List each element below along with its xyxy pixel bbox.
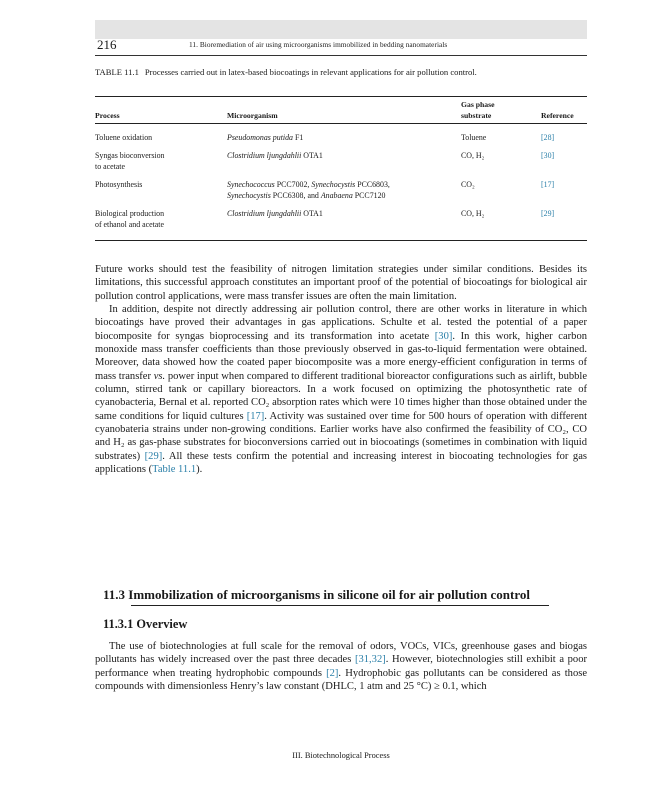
running-title: 11. Bioremediation of air using microorganisms immobilized in bedding nanomaterials: [189, 40, 448, 49]
table-row: [95, 132, 587, 150]
organism-strain: PCC6308, and: [270, 191, 321, 200]
running-head: [95, 35, 587, 56]
page: [95, 0, 587, 800]
citation-link[interactable]: [17]: [246, 410, 265, 422]
table-label: TABLE 11.1: [95, 67, 139, 77]
table-header-row: [95, 97, 587, 124]
text-run: In addition, despite not directly addressing air pollution control, there are other works in literature in which biocoatings have proved their advantages in gas applications. Schulte et al. tested the potential of a paper biocomposite for syngas bioprocessing and its transformation into acetate: [95, 304, 587, 342]
organism-italic: Clostridium ljungdahlii: [227, 209, 302, 218]
cell-reference-link[interactable]: [17]: [541, 180, 555, 189]
organism-strain: PCC6803,: [355, 180, 390, 189]
text-run: . All these tests confirm the potential and increasing interest in biocoating technologies for gas applications (: [95, 450, 587, 476]
col-header-gas-phase: Gas phase: [461, 100, 495, 109]
organism-line: [227, 179, 390, 190]
text-run: . Activity was sustained over time for 500 hours of operation with different cyanobateria strains under non-growing conditions. Earlier works have also confirmed the feasibility of CO₂, CO and H₂ as gas-phase substrates for bioconversions carried out in biocoatings (sometimes in combination with liquid substrates): [95, 410, 588, 462]
subsection-heading: 11.3.1 Overview: [103, 617, 188, 631]
col-header-microorganism: Microorganism: [227, 111, 278, 120]
organism-strain: PCC7002,: [274, 180, 312, 189]
cell-process: [95, 208, 164, 230]
section-rule: [131, 605, 549, 606]
text-run: . In this work, higher carbon monoxide mass transfer coefficients than those previously observed in gas-to-liquid fermentation were obtained. Moreover, data showed how the coated paper biocomposite was a more energy-efficient configuration in terms of mass transfer: [95, 330, 587, 382]
organism-italic: Synechocystis: [311, 180, 356, 189]
text-run: The use of biotechnologies at full scale for the removal of odors, VOCs, VICs, greenhouse gases and biogas pollutants has widely increased over the past three decades: [95, 641, 587, 666]
cell-process: Toluene oxidation: [95, 133, 153, 142]
organism-strain: OTA1: [301, 209, 323, 218]
table-row: [95, 208, 587, 238]
citation-link[interactable]: [29]: [144, 450, 163, 462]
cell-microorganism: [227, 179, 390, 201]
cell-reference-link[interactable]: [30]: [541, 151, 555, 160]
page-footer: III. Biotechnological Process: [292, 751, 390, 760]
table-caption: [95, 67, 585, 78]
organism-italic: Clostridium ljungdahlii: [227, 151, 302, 160]
organism-line: [227, 190, 390, 201]
cell-reference-link[interactable]: [28]: [541, 133, 555, 142]
table-reference-link[interactable]: Table 11.1: [152, 464, 197, 476]
section-heading: 11.3 Immobilization of microorganisms in silicone oil for air pollution control: [103, 587, 530, 602]
cell-gas: Toluene: [461, 133, 487, 142]
cell-gas: CO₂: [461, 180, 475, 189]
cell-process-line: Syngas bioconversion: [95, 151, 165, 160]
cell-process-line: to acetate: [95, 162, 126, 171]
cell-microorganism: [227, 150, 323, 161]
organism-strain: F1: [292, 133, 304, 142]
organism-italic: Synechococcus: [227, 180, 275, 189]
cell-gas: CO, H₂: [461, 209, 485, 218]
page-number: 216: [97, 37, 117, 52]
processes-table: [95, 96, 587, 238]
text-run-italic: vs.: [153, 370, 166, 382]
text-run: power input when compared to different traditional bioreactor configurations such as airlift, bubble column, stirred tank or capillary bioreactors. In a work focused on optimizing the photosynthetic rate of cyanobacteria, Bernal et al. reported CO₂ absorption rates which were 10 times higher than those obtained under the same conditions for liquid cultures: [95, 370, 588, 422]
table-row: [95, 179, 587, 208]
cell-microorganism: [227, 132, 303, 143]
table-row: [95, 150, 587, 179]
text-run: . However, biotechnologies still exhibit a poor performance when treating hydrophobic compounds: [95, 654, 587, 679]
table-bottom-rule: [95, 240, 587, 241]
overview-text: [95, 640, 587, 693]
organism-italic: Synechocystis: [227, 191, 271, 200]
organism-italic: Pseudomonas putida: [227, 133, 293, 142]
cell-microorganism: [227, 208, 323, 219]
cell-process: [95, 150, 164, 172]
cell-process: Photosynthesis: [95, 180, 143, 189]
col-header-substrate: substrate: [461, 111, 492, 120]
organism-italic: Anabaena: [320, 191, 353, 200]
cell-reference-link[interactable]: [29]: [541, 209, 555, 218]
citation-link[interactable]: [31,32]: [354, 654, 386, 666]
paragraph-biocoatings: [95, 303, 587, 476]
cell-process-line: Biological production: [95, 209, 165, 218]
text-run: . Hydrophobic gas pollutants can be considered as those compounds with dimensionless Henry’s law constant (DHLC, 1 atm and 25 °C) ≥ 0.1, which: [95, 667, 588, 693]
cell-gas: CO, H₂: [461, 151, 485, 160]
paragraph-future-works: Future works should test the feasibility of nitrogen limitation strategies under similar conditions. Besides its limitations, this successful approach constitutes an important proof of the potential of biocoatings for biological air pollution control applications, were mass transfer issues are often the main limitation.: [95, 264, 587, 302]
organism-strain: OTA1: [301, 151, 323, 160]
body-text: [95, 263, 587, 477]
cell-process-line: of ethanol and acetate: [95, 220, 165, 229]
table-caption-text: Processes carried out in latex-based biocoatings in relevant applications for air pollution control.: [144, 67, 477, 77]
paragraph-overview: [95, 640, 587, 693]
organism-strain: PCC7120: [352, 191, 386, 200]
col-header-process: Process: [95, 111, 120, 120]
text-run: ).: [196, 464, 203, 476]
citation-link[interactable]: [2]: [326, 667, 339, 679]
col-header-reference: Reference: [541, 111, 574, 120]
citation-link[interactable]: [30]: [434, 330, 453, 342]
